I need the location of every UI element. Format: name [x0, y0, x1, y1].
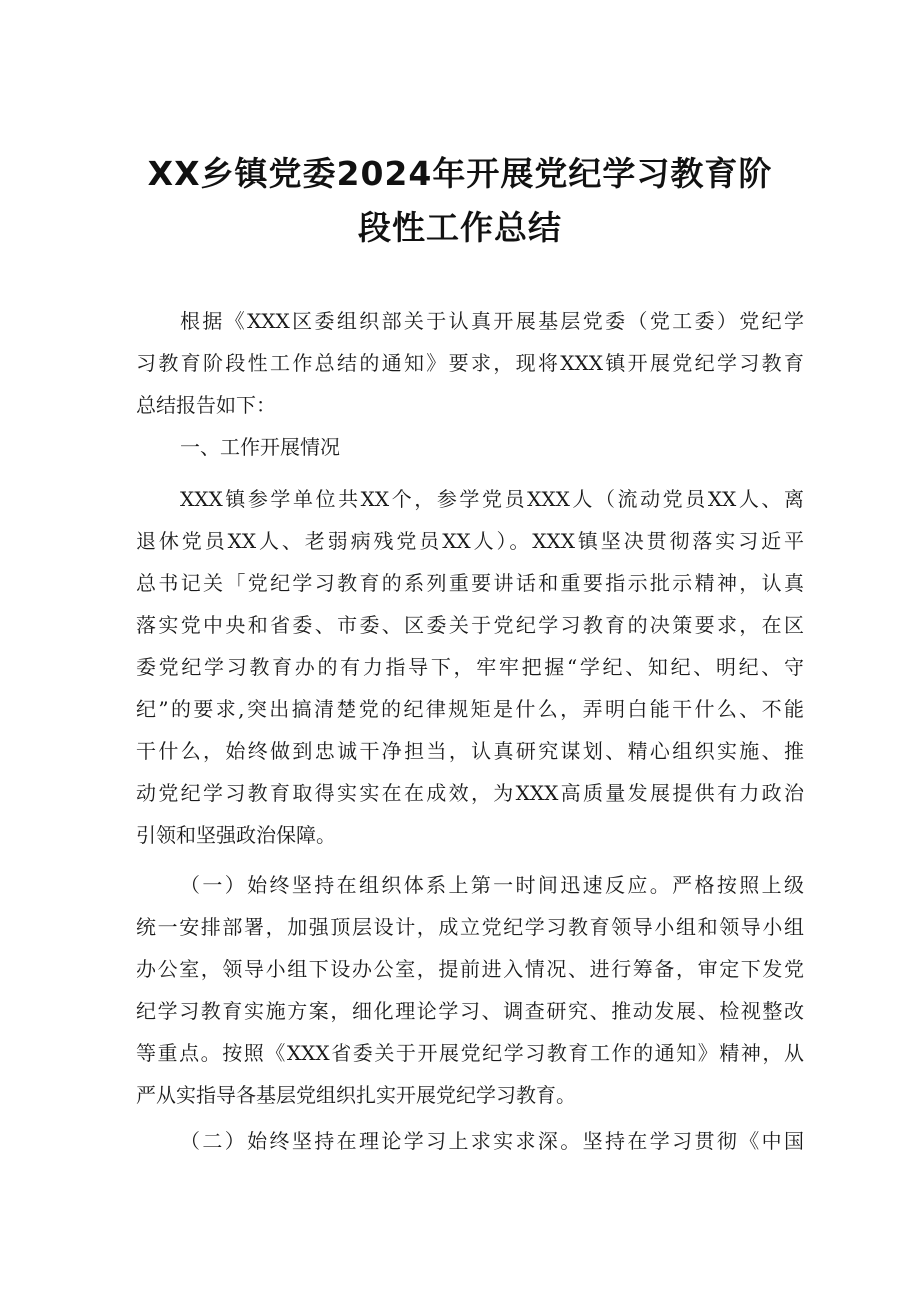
section-heading: 一、工作开展情况	[180, 435, 340, 459]
paragraph-line: 动党纪学习教育取得实实在在成效，为XXX高质量发展提供有力政治	[136, 781, 804, 805]
paragraph-line: 等重点。按照《XXX省委关于开展党纪学习教育工作的通知》精神，从	[136, 1041, 804, 1065]
paragraph-line: 总结报告如下：	[136, 393, 276, 417]
paragraph-line: XXX镇参学单位共XX个，参学党员XXX人（流动党员XX人、离	[180, 487, 804, 511]
paragraph-line: 干什么，始终做到忠诚干净担当，认真研究谋划、精心组织实施、推	[136, 739, 804, 763]
paragraph-line: 委党纪学习教育办的有力指导下，牢牢把握“学纪、知纪、明纪、守	[136, 655, 804, 679]
paragraph-line: 统一安排部署，加强顶层设计，成立党纪学习教育领导小组和领导小组	[136, 915, 804, 939]
paragraph-line: 退休党员XX人、老弱病残党员XX人）。XXX镇坚决贯彻落实习近平	[136, 529, 804, 553]
paragraph-line: （一）始终坚持在组织体系上第一时间迅速反应。严格按照上级	[180, 873, 804, 897]
paragraph-line: 纪学习教育实施方案，细化理论学习、调查研究、推动发展、检视整改	[136, 999, 804, 1023]
paragraph-line: 严从实指导各基层党组织扎实开展党纪学习教育。	[136, 1083, 576, 1107]
paragraph-line: 习教育阶段性工作总结的通知》要求，现将XXX镇开展党纪学习教育	[136, 351, 804, 375]
paragraph-line: 办公室，领导小组下设办公室，提前进入情况、进行筹备，审定下发党	[136, 957, 804, 981]
document-title-line-2: 段性工作总结	[358, 208, 562, 247]
paragraph-line: 纪”的要求,突出搞清楚党的纪律规矩是什么，弄明白能干什么、不能	[136, 697, 804, 721]
paragraph-line: 总书记关「党纪学习教育的系列重要讲话和重要指示批示精神，认真	[136, 571, 804, 595]
paragraph-line: （二）始终坚持在理论学习上求实求深。坚持在学习贯彻《中国	[180, 1129, 804, 1153]
document-title-line-1: XX乡镇党委2024年开展党纪学习教育阶	[147, 154, 773, 193]
paragraph-line: 引领和坚强政治保障。	[136, 823, 336, 847]
paragraph-line: 落实党中央和省委、市委、区委关于党纪学习教育的决策要求，在区	[136, 613, 804, 637]
paragraph-line: 根据《XXX区委组织部关于认真开展基层党委（党工委）党纪学	[180, 309, 804, 333]
